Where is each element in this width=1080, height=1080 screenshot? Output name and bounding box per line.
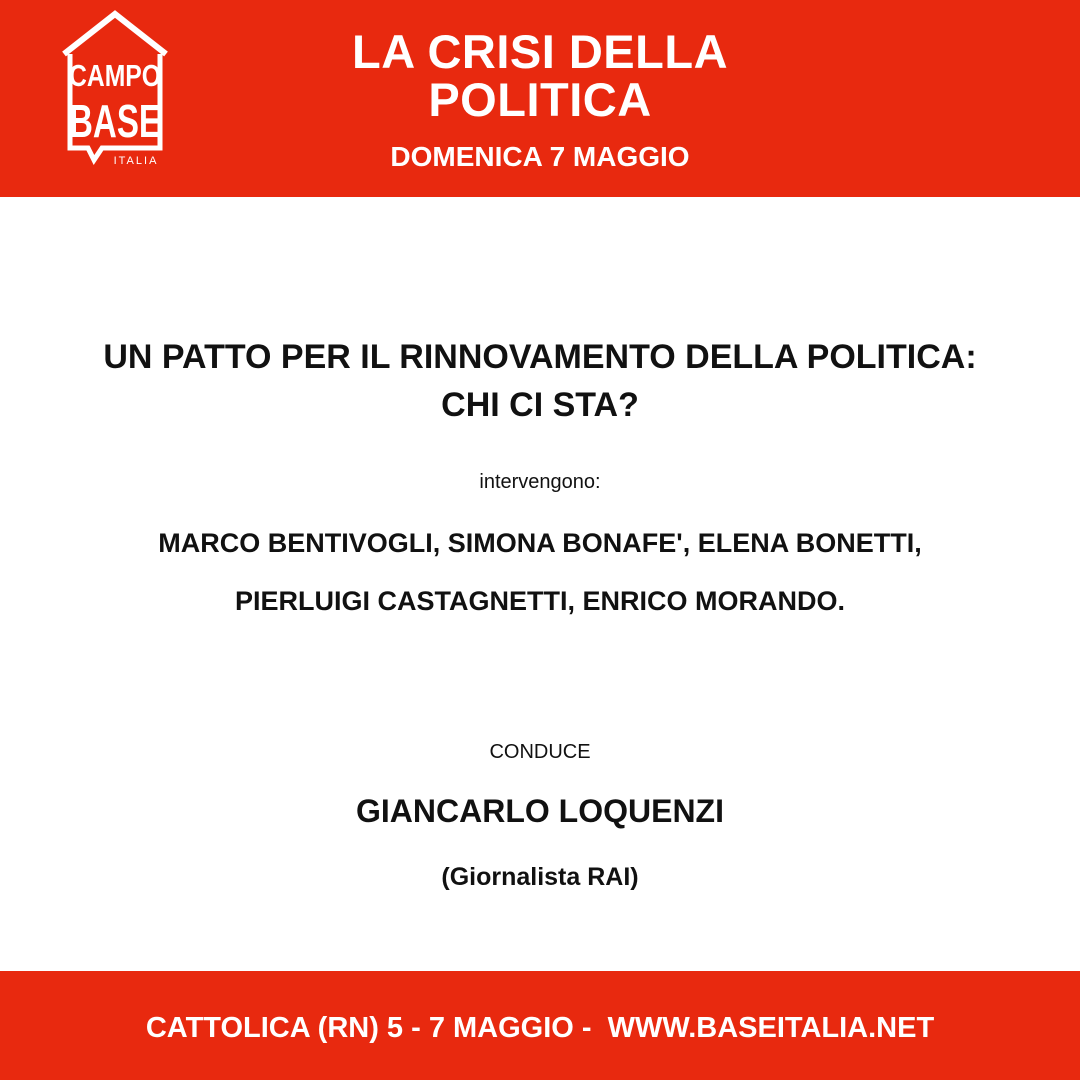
speakers-list — [20, 514, 1060, 630]
logo-italia-text: ITALIA — [113, 155, 159, 167]
event-title-line2: POLITICA — [428, 73, 652, 126]
logo-base-text: BASE — [69, 95, 161, 147]
event-title — [240, 25, 840, 126]
speakers-line1: MARCO BENTIVOGLI, SIMONA BONAFE', ELENA BONETTI, — [158, 528, 922, 558]
session-title-line1: UN PATTO PER IL RINNOVAMENTO DELLA POLITICA: — [103, 338, 977, 376]
moderator-role: (Giornalista RAI) — [441, 863, 639, 891]
moderator-label: CONDUCE — [489, 741, 591, 763]
campo-base-logo — [58, 10, 172, 170]
event-date: DOMENICA 7 MAGGIO — [390, 141, 690, 172]
logo-campo-text: CAMPO — [69, 58, 161, 93]
session-title-line2: CHI CI STA? — [441, 386, 639, 424]
house-roof-icon — [64, 14, 166, 54]
speakers-line2: PIERLUIGI CASTAGNETTI, ENRICO MORANDO. — [234, 586, 845, 616]
footer-banner — [0, 971, 1080, 1080]
footer-text: CATTOLICA (RN) 5 - 7 MAGGIO - WWW.BASEITALIA.NET — [145, 1012, 935, 1044]
speakers-label: intervengono: — [479, 471, 601, 493]
header-banner — [0, 0, 1080, 197]
moderator-name: GIANCARLO LOQUENZI — [356, 793, 724, 829]
session-title — [20, 333, 1060, 429]
event-title-line1: LA CRISI DELLA — [351, 25, 729, 78]
